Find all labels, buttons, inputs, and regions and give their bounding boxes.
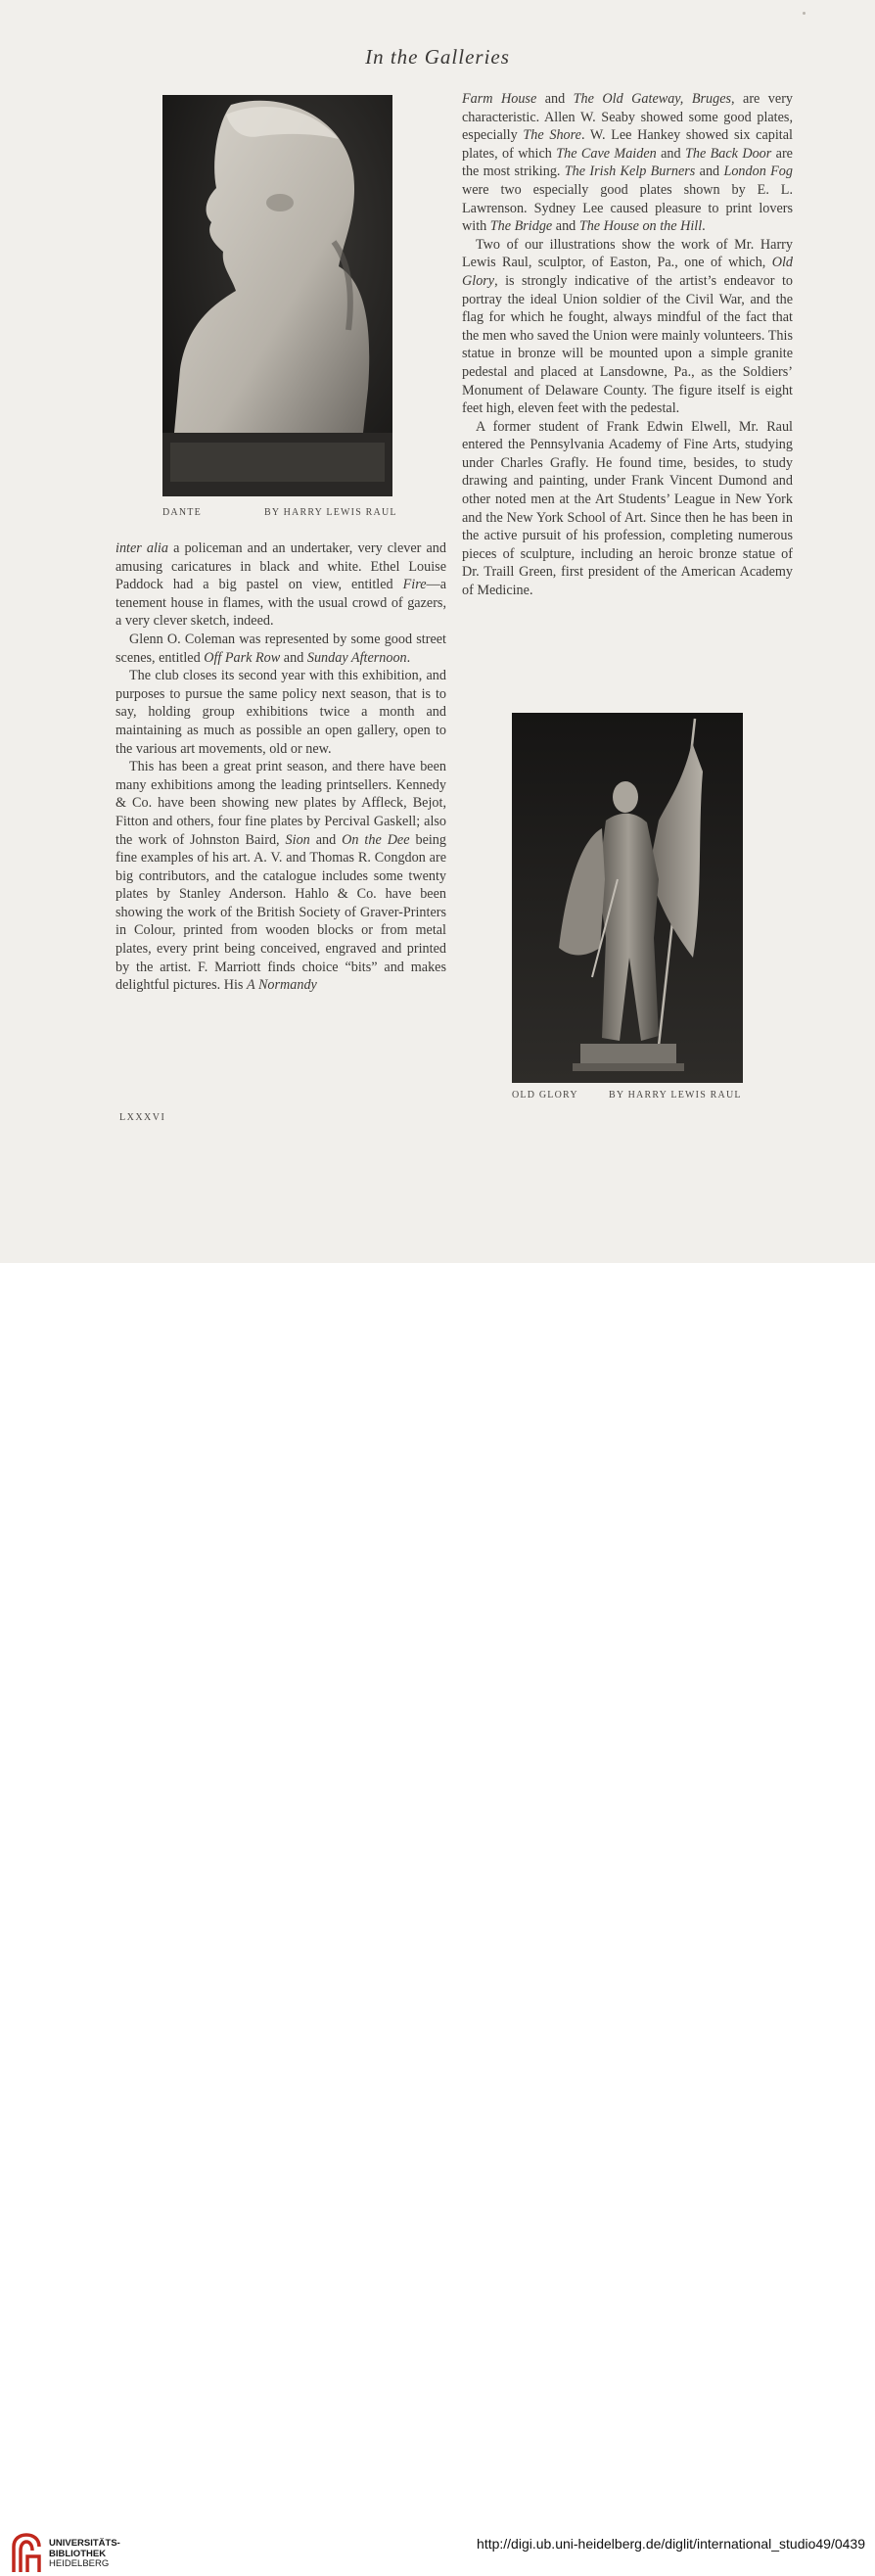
left-column-text xyxy=(115,539,446,995)
right-paragraph-1: Farm House and The Old Gateway, Bruges, are very characteristic. Allen W. Seaby showed some good plates, especially The Shore. W. Lee Hankey showed six capital plates, of which The Cave Maiden and The Back Door are the most striking. The Irish Kelp Burners and London Fog were two especially good plates shown by E. L. Lawrenson. Sydney Lee caused pleasure to print lovers with The Bridge and The House on the Hill. xyxy=(462,91,794,235)
page-speck xyxy=(803,12,806,15)
dante-caption-title: DANTE xyxy=(162,507,202,518)
dante-caption-artist: BY HARRY LEWIS RAUL xyxy=(264,507,397,518)
left-paragraph-4: This has been a great print season, and there have been many exhibitions among the leading printsellers. Kennedy & Co. have been showing new plates by Affleck, Bejot, Fitton and others, four fine plates by Percival Gaskell; also the work of Johnston Baird, Sion and On the Dee being fine examples of his art. A. V. and Thomas R. Congdon are big contributors, and the catalogue includes some twenty plates by Stanley Anderson. Hahlo & Co. have been showing the work of the British Society of Graver-Printers in Colour, printed from wooden blocks or from metal plates, every print being conceived, engraved and printed by the artist. F. Marriott finds choice “bits” and makes delightful pictures. His A Normandy xyxy=(115,759,446,994)
right-column-text xyxy=(462,90,793,600)
dante-bust-photo xyxy=(162,95,392,496)
running-header: In the Galleries xyxy=(365,45,510,69)
old-glory-statue-photo xyxy=(512,713,743,1083)
university-library-logo-icon xyxy=(10,2533,43,2576)
latin-phrase: inter alia xyxy=(115,540,168,556)
left-paragraph-1: inter alia a policeman and an undertaker, very clever and amusing caricatures in black and white. Ethel Louise Paddock had a big pastel on view, entitled Fire—a tenement house in flames, with the usual crowd of gazers, a very clever sketch, indeed. xyxy=(115,540,446,630)
library-footer xyxy=(0,1263,875,2569)
source-url-link[interactable]: http://digi.ub.uni-heidelberg.de/diglit/international_studio49/0439 xyxy=(477,2536,865,2552)
left-paragraph-3: The club closes its second year with this exhibition, and purposes to pursue the same policy next season, that is to say, holding group exhibitions twice a month and maintaining as much as possible an open gallery, open to the various art movements, old or new. xyxy=(115,668,446,757)
right-paragraph-2: Two of our illustrations show the work of Mr. Harry Lewis Raul, sculptor, of Easton, Pa., one of which, Old Glory, is strongly indicative of the artist’s endeavor to portray the ideal Union soldier of the Civil War, and the flag for which he fought, always mindful of the fact that the men who saved the Union were mainly volunteers. This statue in bronze will be mounted upon a simple granite pedestal and placed at Lansdowne, Pa., as the Soldiers’ Monument of Delaware County. The figure itself is eight feet high, eleven feet with the pedestal. xyxy=(462,236,793,417)
page-number: LXXXVI xyxy=(119,1112,166,1123)
old-glory-caption-artist: BY HARRY LEWIS RAUL xyxy=(609,1090,742,1101)
dante-bust-image xyxy=(162,95,392,496)
journal-page xyxy=(0,0,875,1263)
library-name: UNIVERSITÄTS- BIBLIOTHEK HEIDELBERG xyxy=(49,2538,120,2569)
old-glory-caption-title: OLD GLORY xyxy=(512,1090,578,1101)
right-paragraph-3: A former student of Frank Edwin Elwell, Mr. Raul entered the Pennsylvania Academy of Fine Arts, studying under Charles Grafly. He found time, besides, to study drawing and painting, under Frank Vincent Dumond and other noted men at the Art Students’ League in New York and the New York School of Art. Since then he has been in the active pursuit of his profession, completing numerous pieces of sculpture, including an heroic bronze statue of Dr. Traill Green, first president of the American Academy of Medicine. xyxy=(462,418,793,599)
old-glory-statue-image xyxy=(512,713,743,1083)
left-paragraph-2: Glenn O. Coleman was represented by some good street scenes, entitled Off Park Row and Sunday Afternoon. xyxy=(115,631,446,666)
